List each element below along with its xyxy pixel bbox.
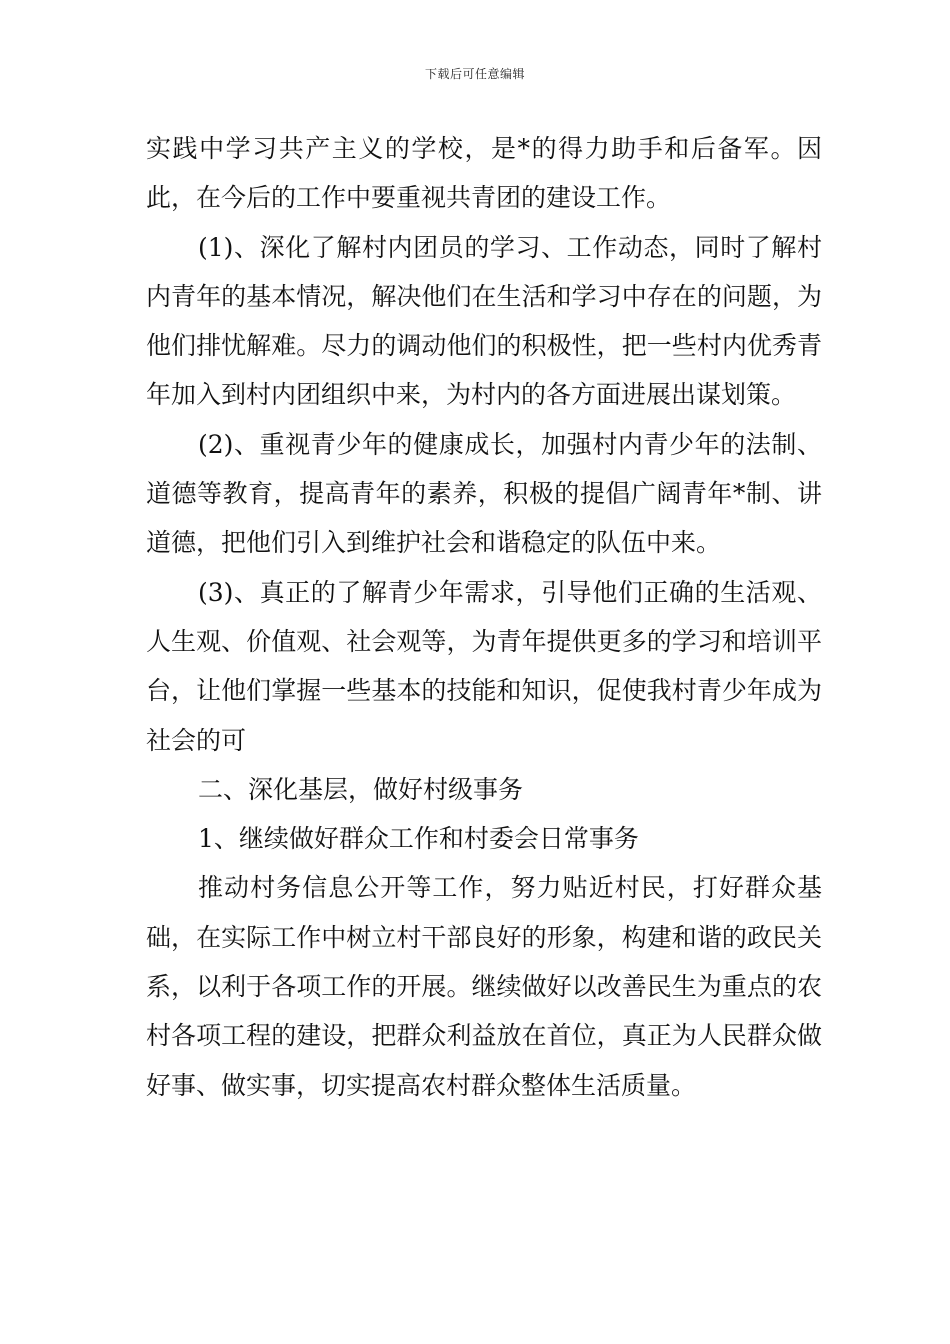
document-body	[146, 124, 822, 1110]
paragraph-4: (3)、真正的了解青少年需求，引导他们正确的生活观、人生观、价值观、社会观等，为青年提供更多的学习和培训平台，让他们掌握一些基本的技能和知识，促使我村青少年成为社会的可	[146, 577, 822, 755]
paragraph-5: 推动村务信息公开等工作，努力贴近村民，打好群众基础，在实际工作中树立村干部良好的形象，构建和谐的政民关系，以利于各项工作的开展。继续做好以改善民生为重点的农村各项工程的建设，把群众利益放在首位，真正为人民群众做好事、做实事，切实提高农村群众整体生活质量。	[146, 873, 822, 1100]
section-heading: 二、深化基层，做好村级事务	[198, 774, 524, 804]
page-header: 下载后可任意编辑	[424, 67, 525, 81]
subsection-heading: 1、继续做好群众工作和村委会日常事务	[198, 824, 639, 854]
paragraph-3: (2)、重视青少年的健康成长，加强村内青少年的法制、道德等教育，提高青年的素养，积极的提倡广阔青年*制、讲道德，把他们引入到维护社会和谐稳定的队伍中来。	[146, 429, 822, 558]
paragraph-1: 实践中学习共产主义的学校，是*的得力助手和后备军。因此，在今后的工作中要重视共青团的建设工作。	[146, 134, 822, 213]
paragraph-2: (1)、深化了解村内团员的学习、工作动态，同时了解村内青年的基本情况，解决他们在生活和学习中存在的问题，为他们排忧解难。尽力的调动他们的积极性，把一些村内优秀青年加入到村内团组织中来，为村内的各方面进展出谋划策。	[146, 232, 822, 410]
